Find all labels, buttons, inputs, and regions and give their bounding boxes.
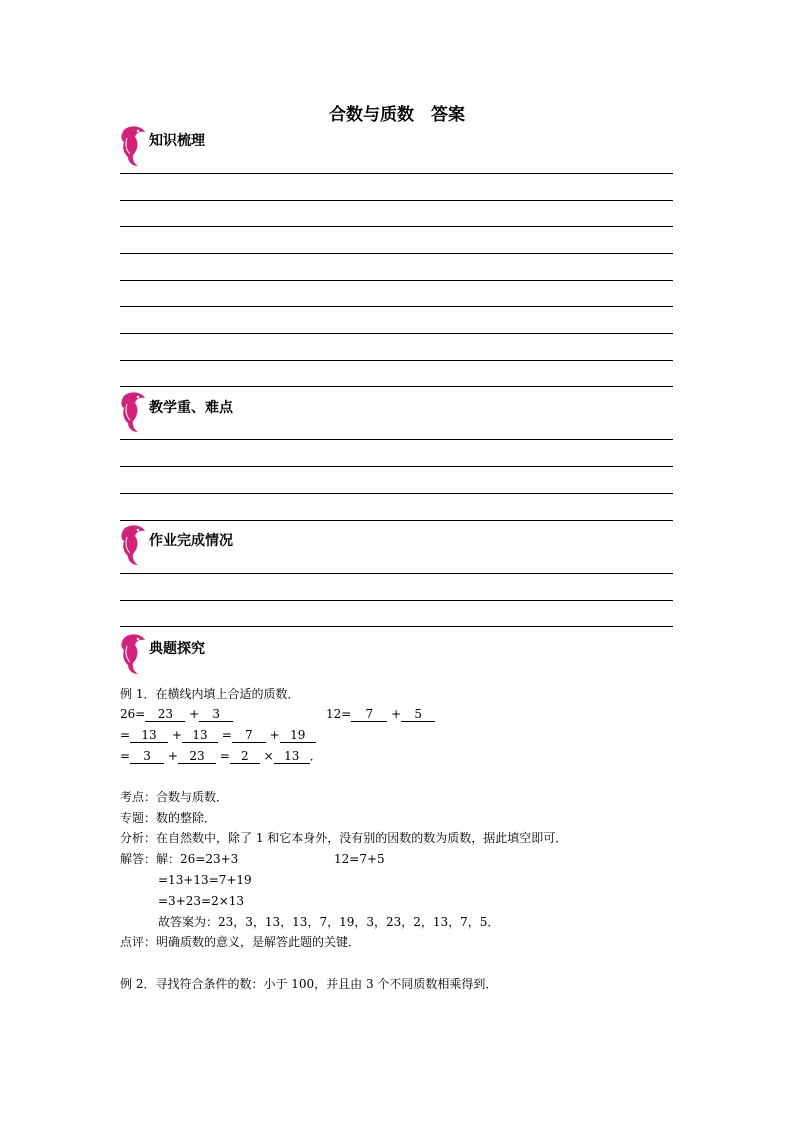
section-title: 知识梳理 bbox=[149, 133, 205, 149]
dolphin-icon bbox=[118, 124, 148, 168]
dolphin-icon bbox=[118, 390, 148, 434]
section-title: 教学重、难点 bbox=[149, 400, 233, 416]
answer-blank: 23 bbox=[178, 749, 216, 764]
answer-blank: 3 bbox=[130, 749, 164, 764]
writing-line bbox=[120, 253, 673, 254]
example1-line1: 26= 23 + 3 bbox=[120, 706, 233, 722]
answer-blank: 19 bbox=[280, 728, 316, 743]
answer-blank: 23 bbox=[145, 707, 185, 722]
example1-line3: = 3 + 23 = 2 × 13 ． bbox=[120, 749, 322, 763]
kaodian-line: 考点：合数与质数． bbox=[120, 790, 229, 804]
example2-question: 例 2．寻找符合条件的数：小于 100，并且由 3 个不同质数相乘得到． bbox=[120, 977, 498, 991]
dolphin-icon bbox=[118, 523, 148, 567]
writing-line bbox=[120, 360, 673, 361]
writing-line bbox=[120, 173, 673, 174]
zhuanti-line: 专题：数的整除． bbox=[120, 811, 217, 825]
answer-blank: 13 bbox=[274, 749, 310, 764]
section-title: 典题探究 bbox=[149, 641, 205, 657]
answer-blank: 13 bbox=[182, 728, 218, 743]
answer-blank: 5 bbox=[401, 707, 435, 722]
fenxi-line: 分析：在自然数中，除了 1 和它本身外，没有别的因数的数为质数，据此填空即可． bbox=[120, 831, 568, 845]
writing-line bbox=[120, 226, 673, 227]
writing-line bbox=[120, 573, 673, 574]
writing-line bbox=[120, 200, 673, 201]
dianping-line: 点评：明确质数的意义，是解答此题的关键． bbox=[120, 935, 361, 949]
jieda-line4: 故答案为：23，3，13，13，7，19，3，23，2，13，7，5． bbox=[158, 915, 500, 929]
writing-line bbox=[120, 280, 673, 281]
jieda-line1b: 12=7+5 bbox=[334, 852, 385, 866]
writing-line bbox=[120, 493, 673, 494]
example1-question: 例 1．在横线内填上合适的质数． bbox=[120, 687, 300, 701]
jieda-line3: =3+23=2×13 bbox=[158, 894, 245, 908]
answer-blank: 3 bbox=[199, 707, 233, 722]
jieda-line1: 解答：解：26=23+3 bbox=[120, 852, 239, 866]
writing-line bbox=[120, 333, 673, 334]
answer-blank: 2 bbox=[230, 749, 260, 764]
writing-line bbox=[120, 306, 673, 307]
writing-line bbox=[120, 466, 673, 467]
writing-line bbox=[120, 626, 673, 627]
example1-line1b: 12= 7 + 5 bbox=[326, 706, 435, 722]
answer-blank: 7 bbox=[232, 728, 266, 743]
answer-blank: 13 bbox=[130, 728, 168, 743]
answer-blank: 7 bbox=[351, 707, 387, 722]
example1-line2: = 13 + 13 = 7 + 19 bbox=[120, 727, 316, 743]
writing-line bbox=[120, 386, 673, 387]
page-title: 合数与质数 答案 bbox=[329, 105, 465, 125]
section-title: 作业完成情况 bbox=[149, 533, 233, 549]
writing-line bbox=[120, 600, 673, 601]
writing-line bbox=[120, 520, 673, 521]
dolphin-icon bbox=[118, 632, 148, 676]
writing-line bbox=[120, 439, 673, 440]
jieda-line2: =13+13=7+19 bbox=[158, 873, 252, 887]
